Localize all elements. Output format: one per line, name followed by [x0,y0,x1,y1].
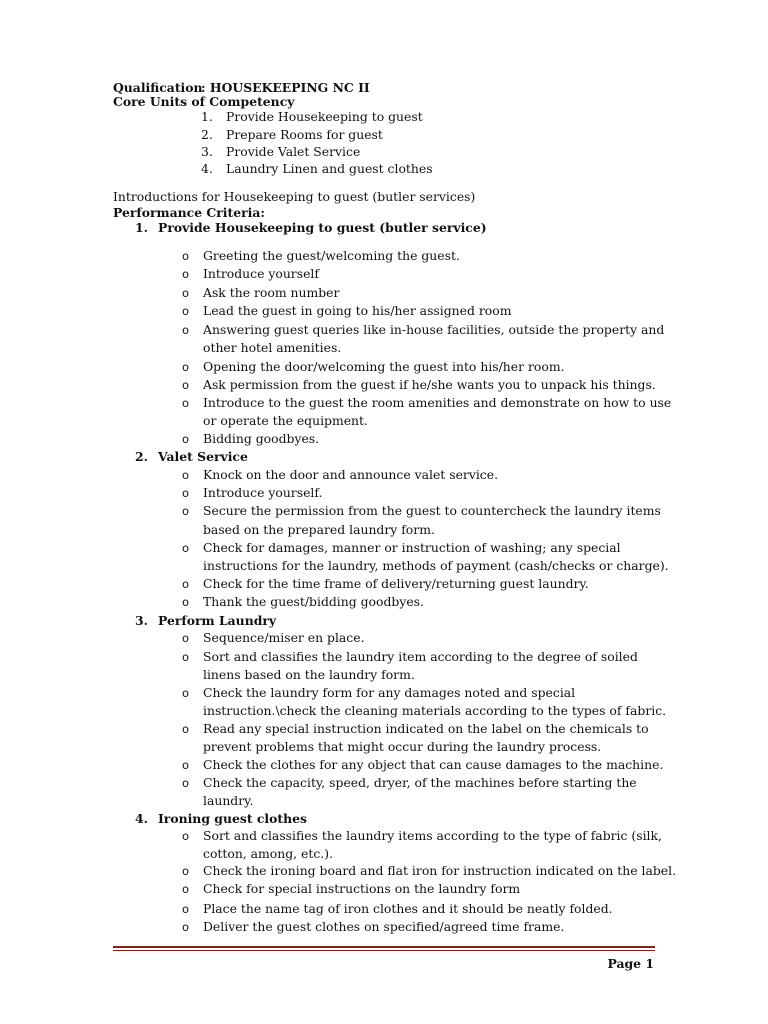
list-item-text: Check for damages, manner or instruction of washing; any special [203,540,621,555]
core-unit-number: 2. [201,127,213,142]
list-item-text: Place the name tag of iron clothes and it should be neatly folded. [203,901,613,916]
section-title: Perform Laundry [158,613,277,628]
bullet-icon: o [182,902,190,916]
list-item-text: Secure the permission from the guest to countercheck the laundry items [203,503,661,518]
bullet-icon: o [182,758,190,772]
bullet-icon: o [182,882,190,896]
bullet-icon: o [182,504,190,518]
list-item-text: Bidding goodbyes. [203,431,320,446]
list-item-text: Check the clothes for any object that can cause damages to the machine. [203,757,664,772]
list-item-text: linens based on the laundry form. [203,667,415,682]
bullet-icon: o [182,650,190,664]
core-unit-item: Provide Valet Service [226,144,361,159]
list-item-text: instructions for the laundry, methods of payment (cash/checks or charge). [203,558,669,573]
core-unit-number: 1. [201,109,213,124]
core-units-title: Core Units of Competency [113,94,295,109]
list-item-text: Knock on the door and announce valet service. [203,467,499,482]
section-title: Valet Service [158,449,248,464]
bullet-icon: o [182,468,190,482]
list-item-text: Opening the door/welcoming the guest into his/her room. [203,359,565,374]
performance-criteria-title: Performance Criteria: [113,205,265,220]
section-number: 2. [135,449,148,464]
list-item-text: Introduce yourself [203,266,319,281]
list-item-text: instruction.\check the cleaning materials according to the types of fabric. [203,703,667,718]
list-item-text: Introduce to the guest the room amenities and demonstrate on how to use [203,395,672,410]
bullet-icon: o [182,631,190,645]
core-unit-number: 4. [201,161,213,176]
section-title: Provide Housekeeping to guest (butler service) [158,220,487,235]
list-item-text: laundry. [203,793,254,808]
qualification-label: Qualification [113,80,203,95]
section-title: Ironing guest clothes [158,811,307,826]
bullet-icon: o [182,432,190,446]
bullet-icon: o [182,378,190,392]
list-item-text: Lead the guest in going to his/her assigned room [203,303,512,318]
bullet-icon: o [182,722,190,736]
core-unit-item: Prepare Rooms for guest [226,127,383,142]
list-item-text: Deliver the guest clothes on specified/agreed time frame. [203,919,565,934]
list-item-text: Ask permission from the guest if he/she wants you to unpack his things. [203,377,656,392]
bullet-icon: o [182,920,190,934]
list-item-text: Sequence/miser en place. [203,630,365,645]
list-item-text: cotton, among, etc.). [203,846,334,861]
list-item-text: Check the capacity, speed, dryer, of the machines before starting the [203,775,637,790]
bullet-icon: o [182,286,190,300]
core-unit-item: Laundry Linen and guest clothes [226,161,433,176]
bullet-icon: o [182,595,190,609]
bullet-icon: o [182,864,190,878]
section-number: 4. [135,811,148,826]
bullet-icon: o [182,267,190,281]
bullet-icon: o [182,486,190,500]
bullet-icon: o [182,686,190,700]
list-item-text: Ask the room number [203,285,340,300]
list-item-text: Sort and classifies the laundry items according to the type of fabric (silk, [203,828,662,843]
bullet-icon: o [182,249,190,263]
section-number: 3. [135,613,148,628]
list-item-text: Greeting the guest/welcoming the guest. [203,248,460,263]
section-number: 1. [135,220,148,235]
list-item-text: Introduce yourself. [203,485,323,500]
list-item-text: or operate the equipment. [203,413,368,428]
list-item-text: other hotel amenities. [203,340,342,355]
page-number: Page 1 [607,956,654,971]
core-unit-number: 3. [201,144,213,159]
list-item-text: Read any special instruction indicated on the label on the chemicals to [203,721,649,736]
qualification-value: : HOUSEKEEPING NC II [201,80,370,95]
list-item-text: based on the prepared laundry form. [203,522,435,537]
bullet-icon: o [182,323,190,337]
bullet-icon: o [182,396,190,410]
list-item-text: Thank the guest/bidding goodbyes. [203,594,424,609]
list-item-text: prevent problems that might occur during the laundry process. [203,739,602,754]
list-item-text: Check the ironing board and flat iron for instruction indicated on the label. [203,863,677,878]
footer-rule-thin [113,950,655,951]
bullet-icon: o [182,776,190,790]
bullet-icon: o [182,829,190,843]
list-item-text: Check for the time frame of delivery/returning guest laundry. [203,576,589,591]
intro-text: Introductions for Housekeeping to guest (butler services) [113,189,476,204]
bullet-icon: o [182,360,190,374]
bullet-icon: o [182,304,190,318]
bullet-icon: o [182,577,190,591]
list-item-text: Sort and classifies the laundry item according to the degree of soiled [203,649,638,664]
core-unit-item: Provide Housekeeping to guest [226,109,423,124]
list-item-text: Check the laundry form for any damages noted and special [203,685,576,700]
list-item-text: Answering guest queries like in-house facilities, outside the property and [203,322,665,337]
list-item-text: Check for special instructions on the laundry form [203,881,521,896]
footer-rule-thick [113,946,655,948]
bullet-icon: o [182,541,190,555]
